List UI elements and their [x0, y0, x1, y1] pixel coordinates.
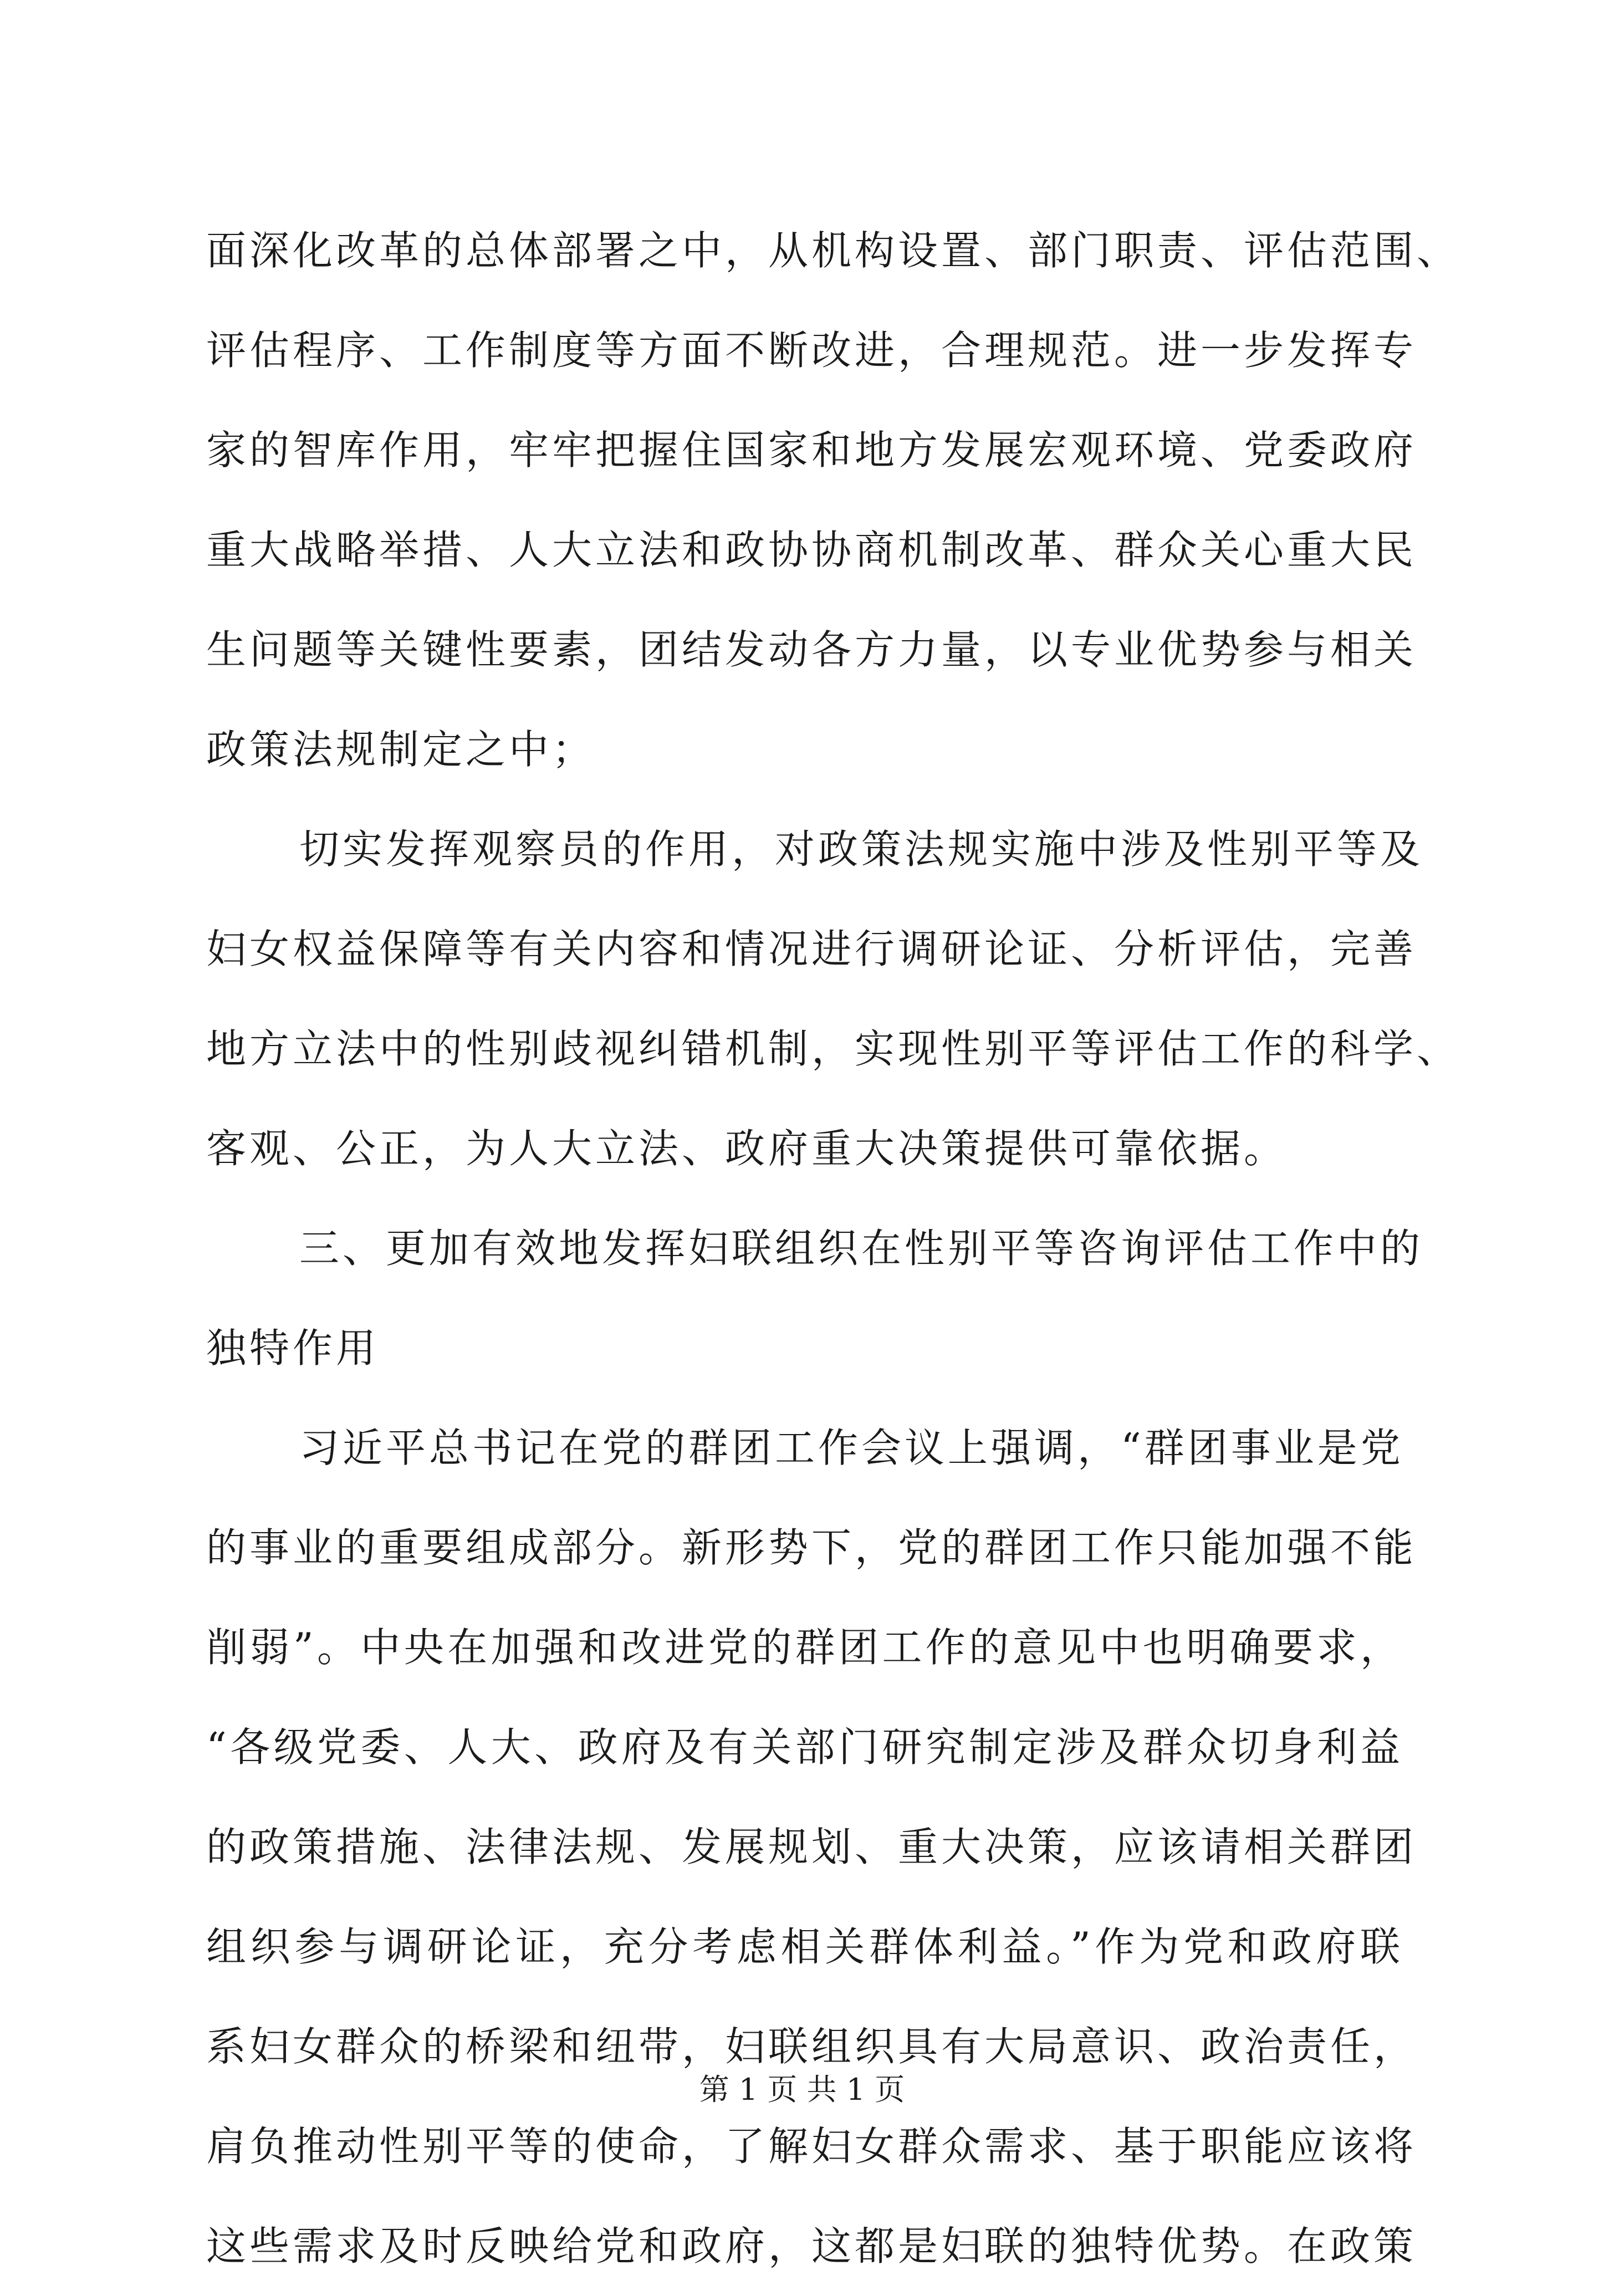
page-number-footer: 第 1 页 共 1 页 — [699, 2072, 905, 2107]
paragraph-first-line: 习近平总书记在党的群团工作会议上强调，“群团事业是党 — [299, 1425, 1404, 1471]
text-line: 削弱”。中央在加强和改进党的群团工作的意见中也明确要求， — [206, 1624, 1403, 1671]
text-line: 评估程序、工作制度等方面不断改进，合理规范。进一步发挥专 — [206, 327, 1417, 374]
text-line: “各级党委、人大、政府及有关部门研究制定涉及群众切身利益 — [206, 1724, 1403, 1771]
text-line: 的事业的重要组成部分。新形势下，党的群团工作只能加强不能 — [206, 1524, 1417, 1571]
text-line: 这些需求及时反映给党和政府，这都是妇联的独特优势。在政策 — [206, 2223, 1417, 2269]
text-line: 政策法规制定之中； — [206, 726, 596, 773]
text-line: 组织参与调研论证，充分考虑相关群体利益。”作为党和政府联 — [206, 1923, 1403, 1970]
text-line: 系妇女群众的桥梁和纽带，妇联组织具有大局意识、政治责任， — [206, 2023, 1417, 2070]
section-heading-continued: 独特作用 — [206, 1325, 380, 1371]
text-line: 妇女权益保障等有关内容和情况进行调研论证、分析评估，完善 — [206, 926, 1417, 972]
text-line: 家的智库作用，牢牢把握住国家和地方发展宏观环境、党委政府 — [206, 427, 1417, 473]
text-line: 客观、公正，为人大立法、政府重大决策提供可靠依据。 — [206, 1125, 1288, 1172]
text-line: 肩负推动性别平等的使命，了解妇女群众需求、基于职能应该将 — [206, 2123, 1417, 2170]
text-line: 生问题等关键性要素，团结发动各方力量，以专业优势参与相关 — [206, 626, 1417, 673]
text-line: 面深化改革的总体部署之中，从机构设置、部门职责、评估范围、 — [206, 227, 1460, 274]
text-line: 地方立法中的性别歧视纠错机制，实现性别平等评估工作的科学、 — [206, 1025, 1460, 1072]
paragraph-first-line: 切实发挥观察员的作用，对政策法规实施中涉及性别平等及 — [299, 826, 1424, 873]
text-line: 的政策措施、法律法规、发展规划、重大决策，应该请相关群团 — [206, 1824, 1417, 1870]
text-line: 重大战略举措、人大立法和政协协商机制改革、群众关心重大民 — [206, 527, 1417, 573]
section-heading: 三、更加有效地发挥妇联组织在性别平等咨询评估工作中的 — [299, 1225, 1424, 1272]
document-body — [206, 201, 1460, 2296]
